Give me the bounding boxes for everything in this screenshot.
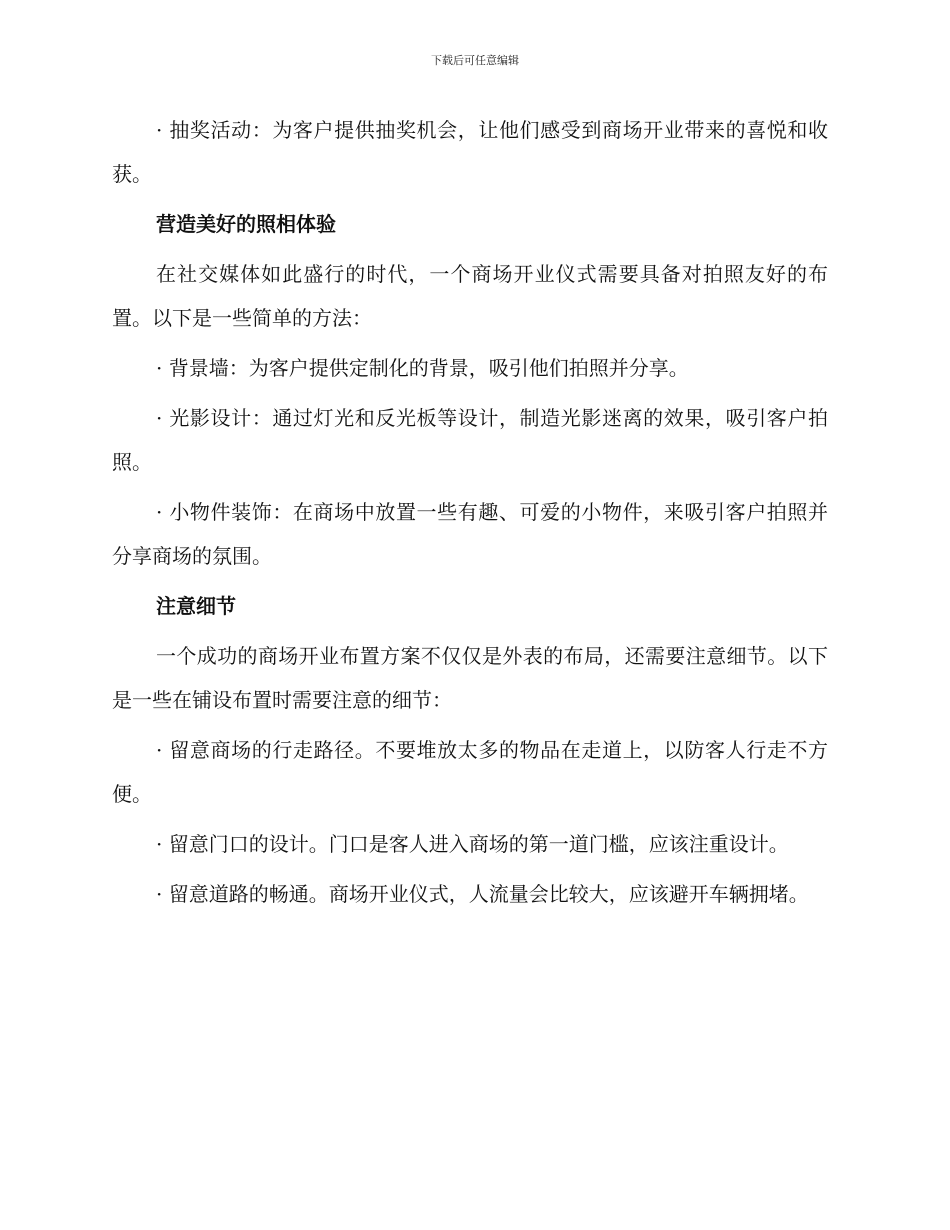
bullet-entrance-design: · 留意门口的设计。门口是客人进入商场的第一道门槛，应该注重设计。: [156, 832, 789, 856]
bullet-walking-path: · 留意商场的行走路径。不要堆放太多的物品在走道上，以防客人行走不方便。: [112, 738, 828, 806]
section-heading-details: 注意细节: [156, 594, 236, 618]
bullet-road-clear: · 留意道路的畅通。商场开业仪式，人流量会比较大，应该避开车辆拥堵。: [156, 882, 809, 906]
bullet-small-decorations: · 小物件装饰：在商场中放置一些有趣、可爱的小物件，来吸引客户拍照并分享商场的氛围。: [112, 500, 828, 568]
page-header: 下载后可任意编辑: [431, 54, 519, 67]
paragraph-details-intro: 一个成功的商场开业布置方案不仅仅是外表的布局，还需要注意细节。以下是一些在铺设布置时需要注意的细节：: [112, 644, 828, 712]
document-body: [112, 108, 828, 922]
bullet-lottery: · 抽奖活动：为客户提供抽奖机会，让他们感受到商场开业带来的喜悦和收获。: [112, 118, 828, 186]
section-heading-photo-experience: 营造美好的照相体验: [156, 212, 336, 236]
paragraph-photo-intro: 在社交媒体如此盛行的时代，一个商场开业仪式需要具备对拍照友好的布置。以下是一些简单的方法：: [112, 262, 828, 330]
bullet-light-design: · 光影设计：通过灯光和反光板等设计，制造光影迷离的效果，吸引客户拍照。: [112, 406, 828, 474]
bullet-background-wall: · 背景墙：为客户提供定制化的背景，吸引他们拍照并分享。: [156, 356, 689, 380]
